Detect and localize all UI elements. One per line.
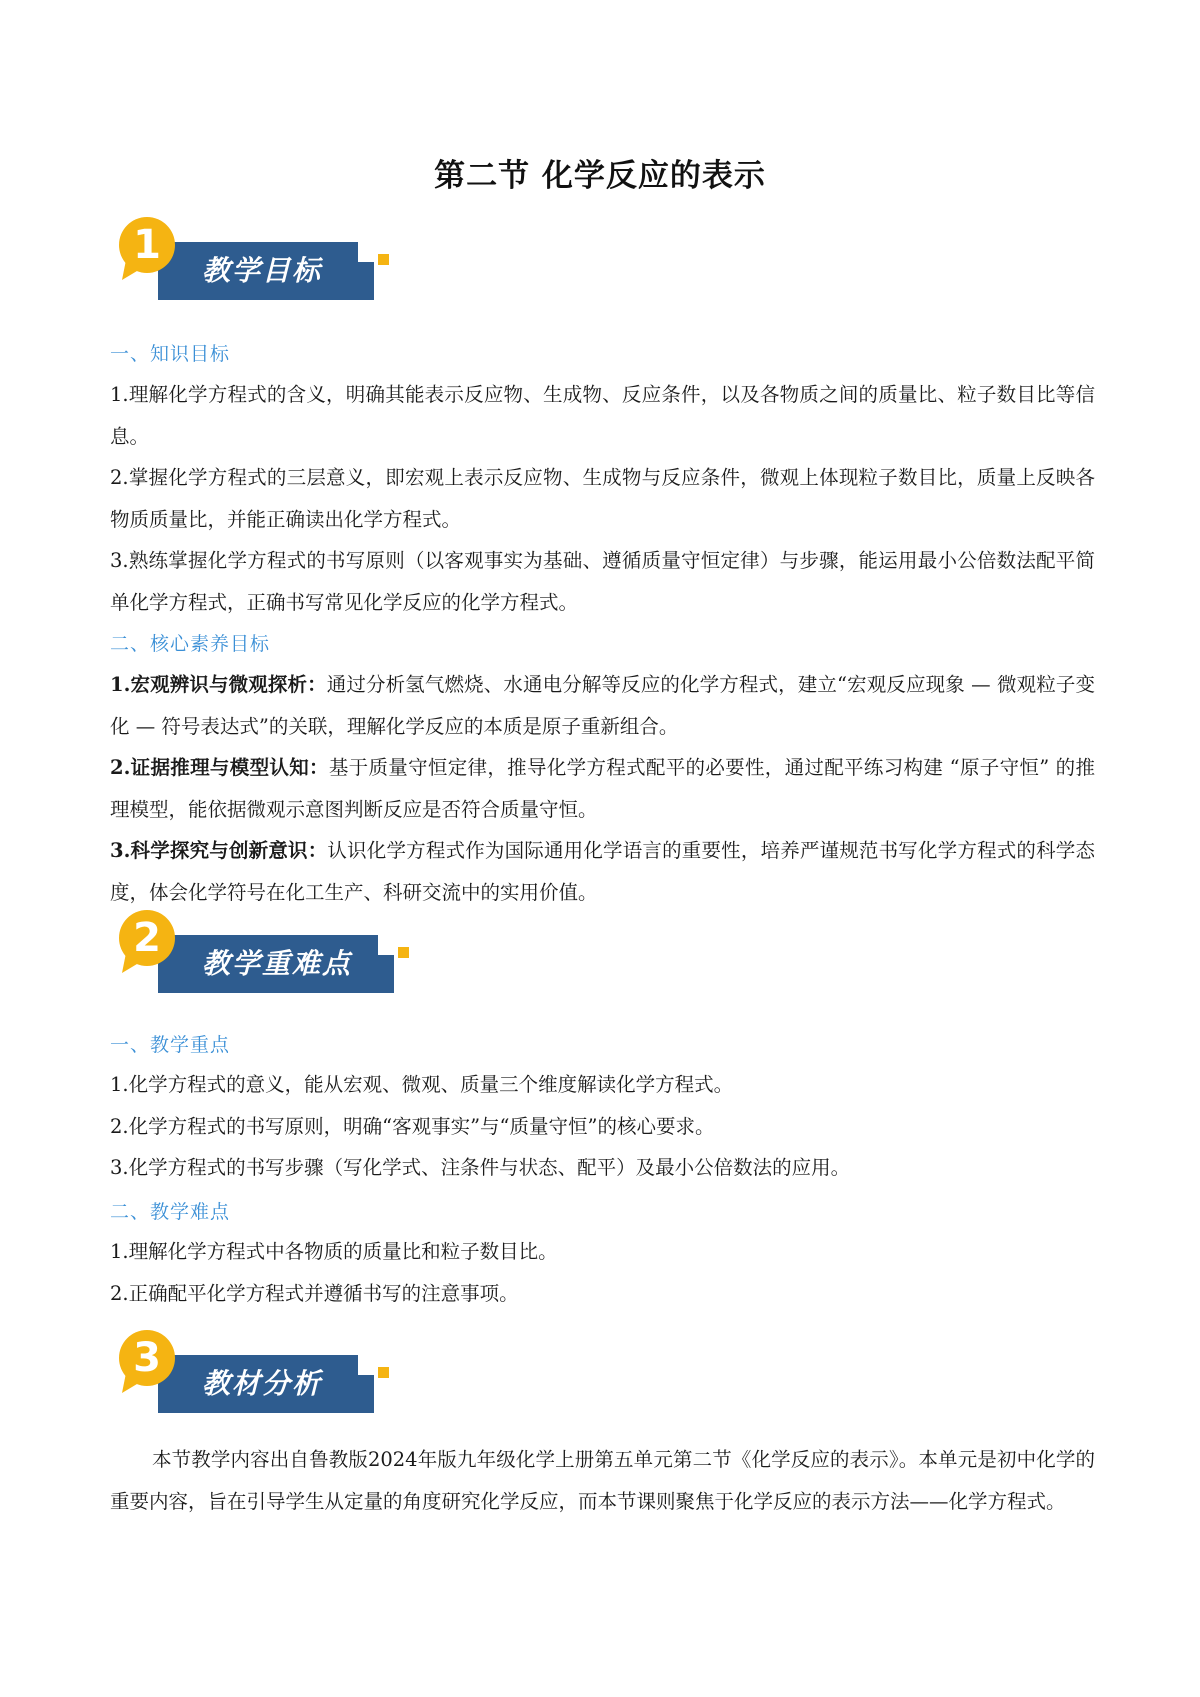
section-number: 3 — [133, 1335, 161, 1381]
subsection-title: 一、教学重点 — [110, 1034, 231, 1056]
badge-accent-square — [378, 254, 389, 265]
subsection-title: 二、核心素养目标 — [110, 633, 271, 655]
list-item: 1.化学方程式的意义，能从宏观、微观、质量三个维度解读化学方程式。 — [110, 1073, 734, 1096]
badge-accent-square — [398, 947, 409, 958]
list-item: 3.熟练掌握化学方程式的书写原则（以客观事实为基础、遵循质量守恒定律）与步骤，能运用最小公倍数法配平简单化学方程式，正确书写常见化学反应的化学方程式。 — [110, 549, 1095, 614]
section-badge-1 — [116, 214, 416, 304]
list-item: 1.理解化学方程式的含义，明确其能表示反应物、生成物、反应条件，以及各物质之间的质量比、粒子数目比等信息。 — [110, 383, 1095, 448]
list-item: 3.化学方程式的书写步骤（写化学式、注条件与状态、配平）及最小公倍数法的应用。 — [110, 1156, 851, 1179]
badge-bar-end — [378, 955, 394, 993]
subsection-title: 一、知识目标 — [110, 343, 231, 365]
list-item — [110, 830, 1095, 913]
list-item — [110, 747, 1095, 830]
section-badge-3 — [116, 1327, 416, 1417]
section-heading: 教学目标 — [202, 254, 323, 287]
list-item: 2.化学方程式的书写原则，明确“客观事实”与“质量守恒”的核心要求。 — [110, 1114, 715, 1138]
textbook-analysis — [110, 1439, 1095, 1522]
teaching-key-points — [110, 1064, 1095, 1189]
paragraph: 本节教学内容出自鲁教版2024年版九年级化学上册第五单元第二节《化学反应的表示》。本单元是初中化学的重要内容，旨在引导学生从定量的角度研究化学反应，而本节课则聚焦于化学反应的表示方法——化学方程式。 — [110, 1448, 1095, 1513]
subsection-title: 二、教学难点 — [110, 1201, 231, 1223]
item-label: 2.证据推理与模型认知： — [110, 756, 329, 779]
section-badge-2 — [116, 907, 416, 997]
item-label: 1.宏观辨识与微观探析： — [110, 673, 327, 696]
list-item — [110, 664, 1095, 747]
badge-accent-square — [378, 1367, 389, 1378]
core-literacy-goals — [110, 664, 1095, 913]
section-number: 2 — [133, 915, 161, 961]
item-text: 认识化学方程式作为国际通用化学语言的重要性，培养严谨规范书写化学方程式的科学态度，体会化学符号在化工生产、科研交流中的实用价值。 — [110, 839, 1095, 904]
item-text: 通过分析氢气燃烧、水通电分解等反应的化学方程式，建立“宏观反应现象 — 微观粒子变化 — 符号表达式”的关联，理解化学反应的本质是原子重新组合。 — [110, 673, 1096, 738]
teaching-difficulties — [110, 1231, 1095, 1314]
badge-bar-end — [358, 1375, 374, 1413]
list-item: 1.理解化学方程式中各物质的质量比和粒子数目比。 — [110, 1240, 558, 1263]
section-heading: 教学重难点 — [202, 947, 353, 980]
list-item: 2.掌握化学方程式的三层意义，即宏观上表示反应物、生成物与反应条件，微观上体现粒子数目比，质量上反映各物质质量比，并能正确读出化学方程式。 — [110, 466, 1095, 531]
list-item: 2.正确配平化学方程式并遵循书写的注意事项。 — [110, 1281, 519, 1305]
item-label: 3.科学探究与创新意识： — [110, 839, 328, 862]
section-heading: 教材分析 — [202, 1367, 323, 1400]
section-number: 1 — [133, 222, 161, 268]
page-title: 第二节 化学反应的表示 — [434, 158, 766, 194]
item-text: 基于质量守恒定律，推导化学方程式配平的必要性，通过配平练习构建 “原子守恒” 的推理模型，能依据微观示意图判断反应是否符合质量守恒。 — [110, 756, 1096, 821]
knowledge-goals — [110, 374, 1095, 623]
badge-bar-end — [358, 262, 374, 300]
